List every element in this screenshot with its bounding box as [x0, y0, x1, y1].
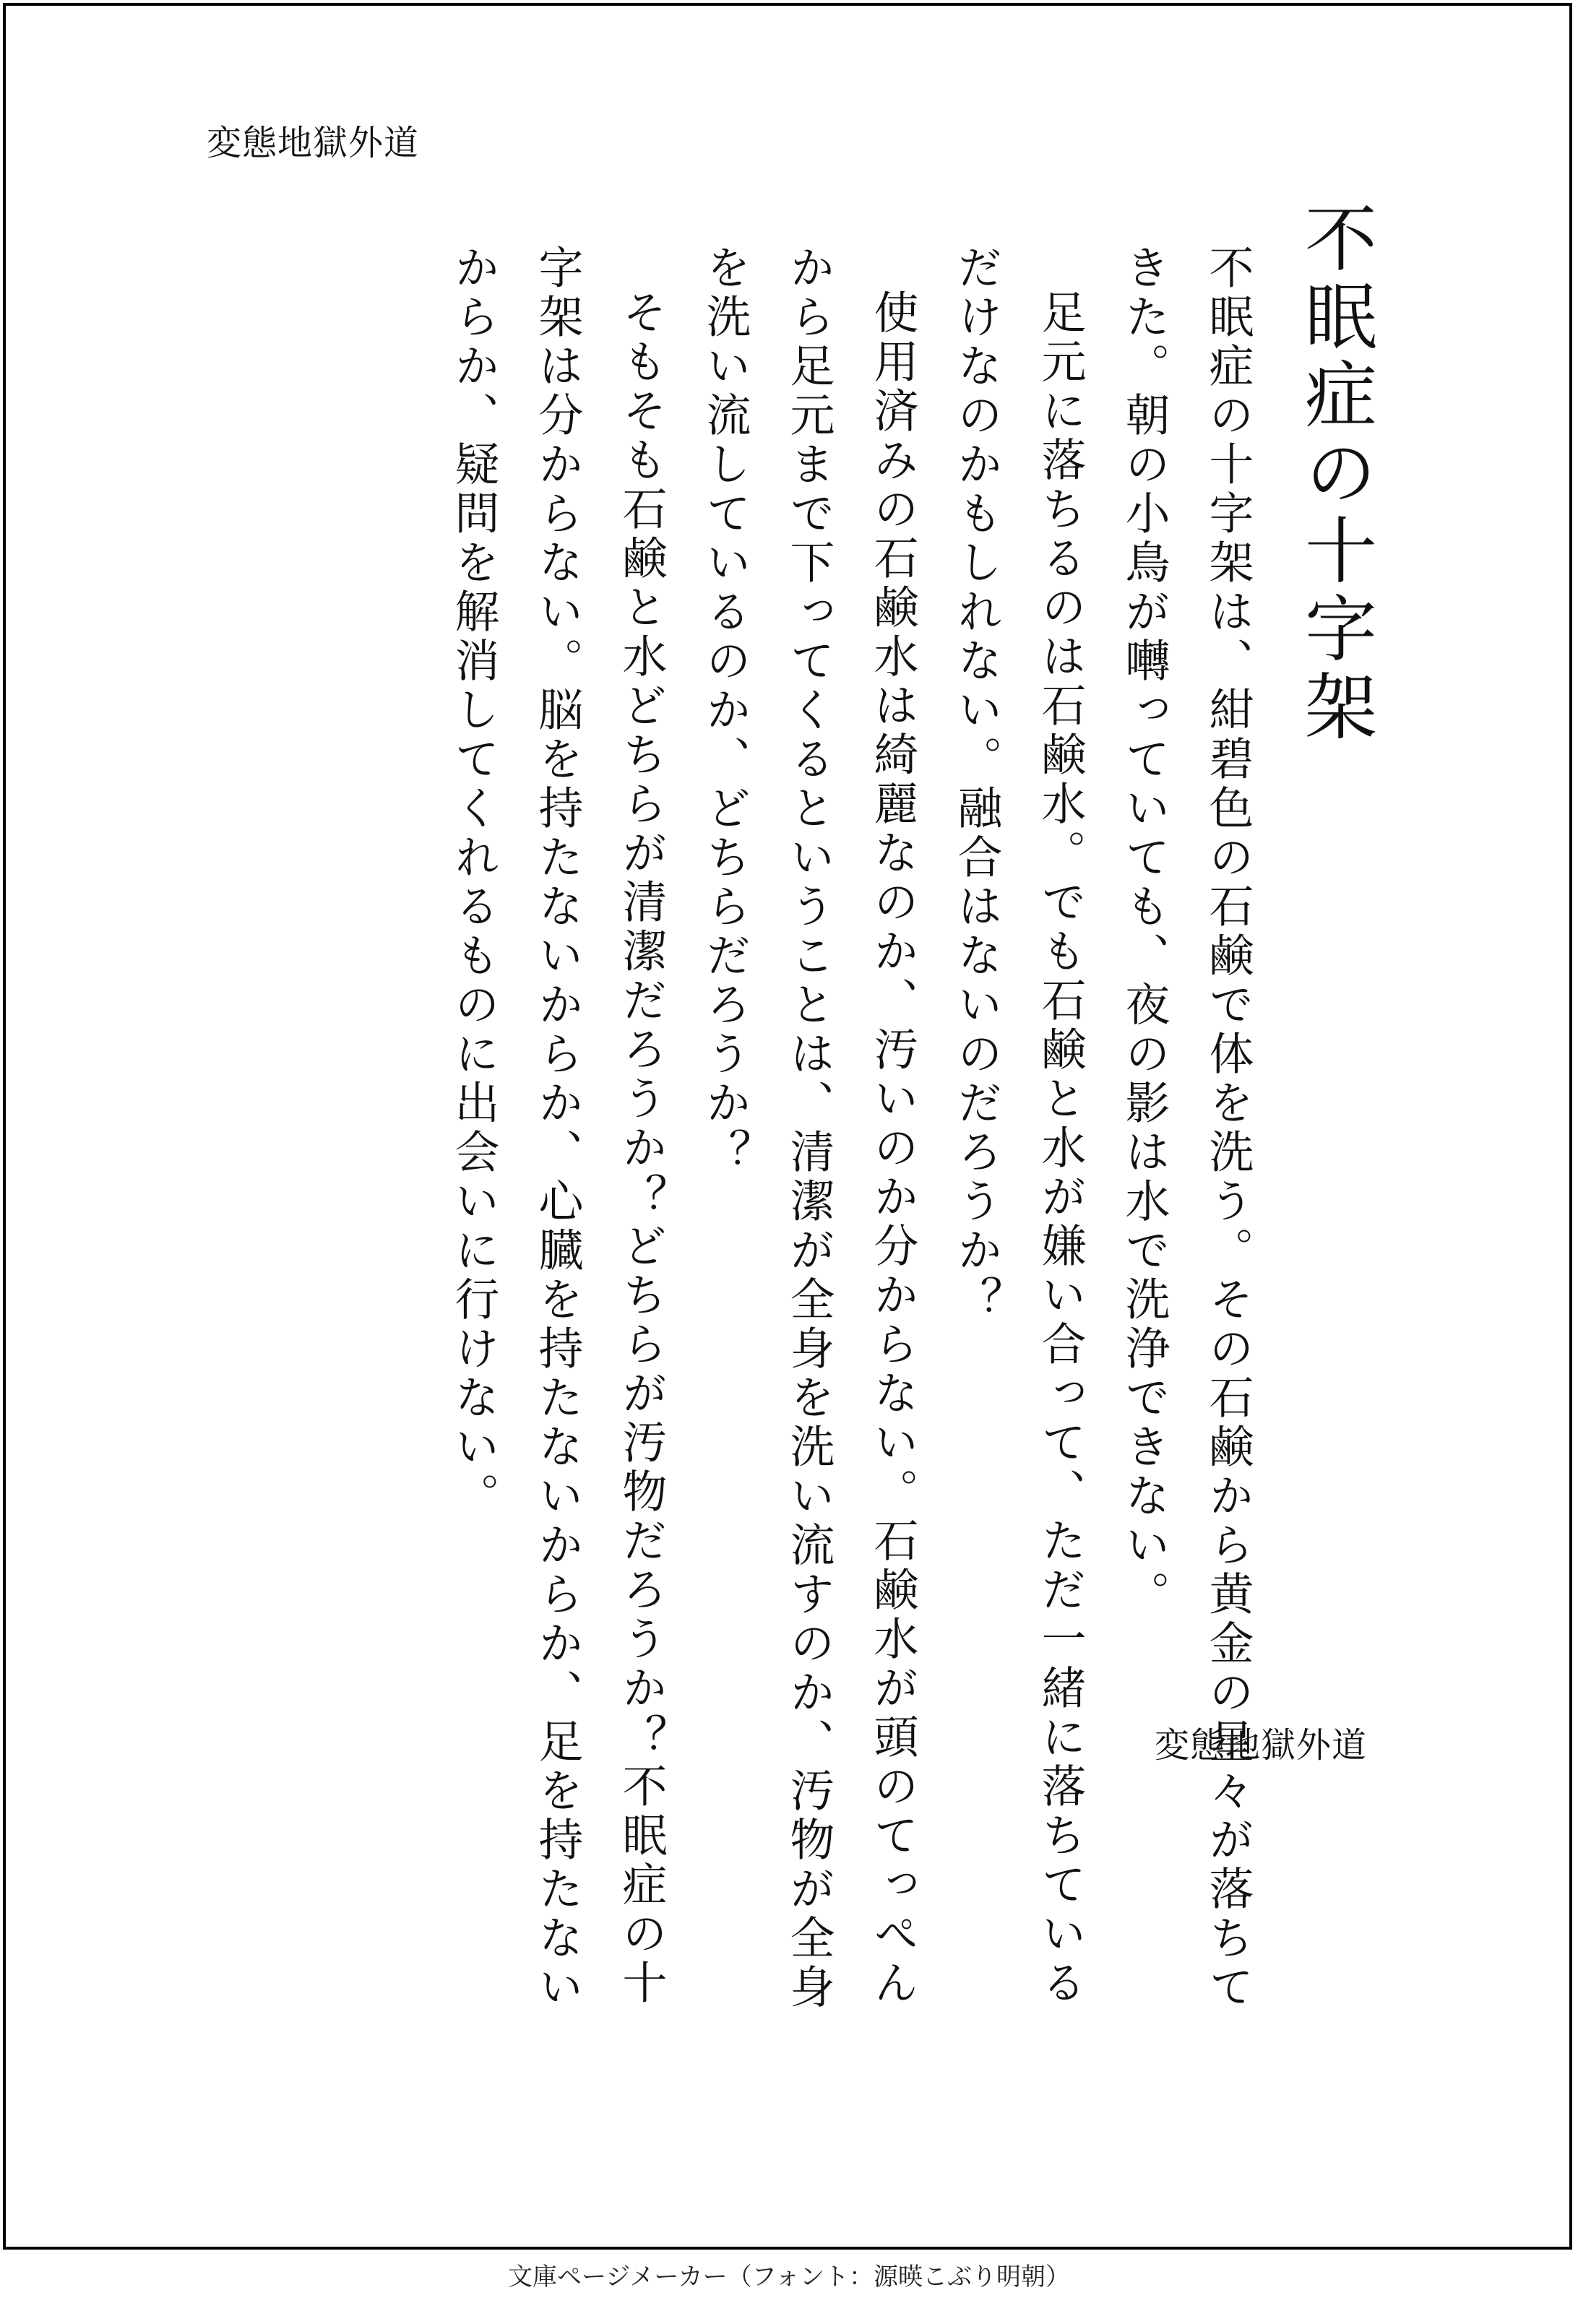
- paragraph-4: そもそも石鹸と水どちらが清潔だろうか？どちらが汚物だろうか？不眠症の十字架は分からない。脳を持たないからか、心臓を持たないからか、足を持たないからか、疑問を解消してくれるものに出会いに行けない。: [447, 244, 668, 2013]
- paragraph-3: 使用済みの石鹸水は綺麗なのか、汚いのか分からない。石鹸水が頭のてっぺんから足元まで下ってくるということは、清潔が全身を洗い流すのか、汚物が全身を洗い流しているのか、どちらだろうか？: [699, 244, 919, 2013]
- body-text: [431, 244, 1269, 2021]
- paragraph-1: 不眠症の十字架は、紺碧色の石鹸で体を洗う。その石鹸から黄金の星々が落ちてきた。朝の小鳥が囀っていても、夜の影は水で洗浄できない。: [1118, 244, 1254, 2013]
- paragraph-2: 足元に落ちるのは石鹸水。でも石鹸と水が嫌い合って、ただ一緒に落ちているだけなのかもしれない。融合はないのだろうか？: [950, 244, 1087, 2008]
- footer-author: 変態地獄外道: [1154, 1725, 1367, 1766]
- credit-line: 文庫ページメーカー（フォント：源暎こぶり明朝）: [508, 2263, 1070, 2291]
- page-title: 不眠症の十字架: [1293, 201, 1377, 747]
- header-author: 変態地獄外道: [207, 123, 420, 163]
- page-frame: [3, 3, 1572, 2250]
